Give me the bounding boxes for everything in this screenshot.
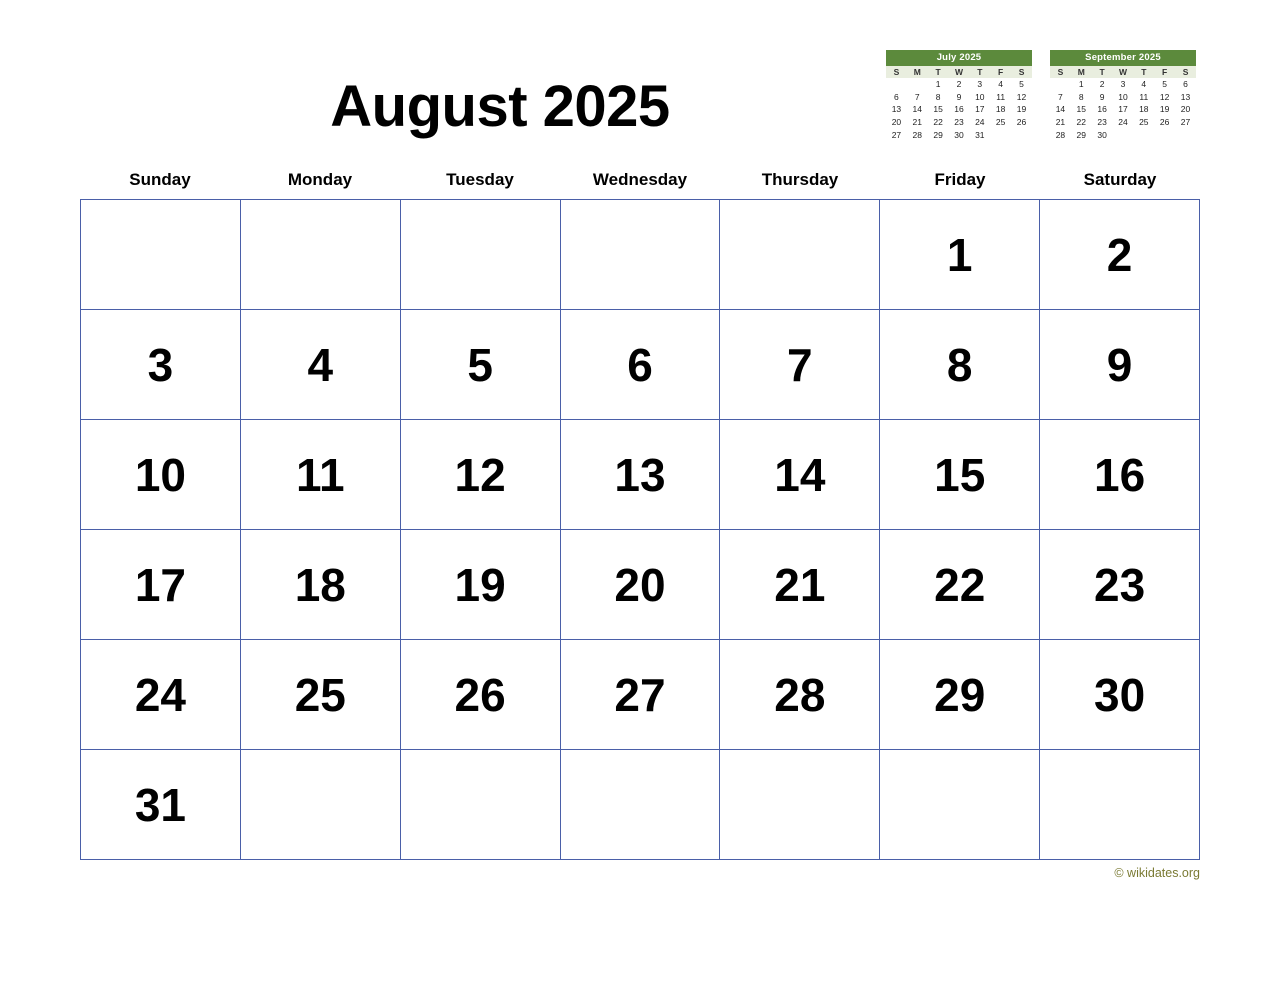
- mini-week-row: [1050, 129, 1196, 142]
- mini-day-cell: 20: [891, 117, 902, 128]
- day-number: 30: [1093, 668, 1146, 721]
- mini-day-cell: 1: [1078, 79, 1084, 90]
- day-cell[interactable]: [1040, 420, 1200, 530]
- mini-weekday-initial: T: [928, 66, 949, 79]
- mini-day-cell: 19: [1159, 104, 1170, 115]
- mini-day-cell: 22: [933, 117, 943, 128]
- credit-link[interactable]: © wikidates.org: [1114, 866, 1200, 880]
- day-cell[interactable]: [561, 310, 721, 420]
- day-cell-empty: [81, 200, 241, 310]
- mini-week-row: [1050, 78, 1196, 91]
- mini-day-cell: 26: [1159, 117, 1170, 128]
- day-cell[interactable]: [241, 640, 401, 750]
- mini-day-cell: 12: [1016, 91, 1027, 102]
- day-number: 18: [294, 558, 346, 611]
- day-cell[interactable]: [880, 310, 1040, 420]
- mini-day-cell: 25: [1139, 117, 1149, 128]
- mini-day-cell: 11: [1139, 91, 1149, 102]
- mini-week-row: [886, 116, 1032, 129]
- mini-day-cell: 21: [912, 117, 922, 128]
- mini-calendar-title: September 2025: [1050, 50, 1196, 66]
- weekday-header-wednesday: Wednesday: [592, 170, 688, 189]
- day-cell[interactable]: [561, 420, 721, 530]
- mini-calendars: [886, 50, 1196, 141]
- weekday-header-tuesday: Tuesday: [446, 170, 514, 189]
- day-number: 29: [934, 668, 986, 721]
- mini-day-cell: [886, 78, 907, 91]
- mini-day-cell: 7: [1058, 91, 1063, 102]
- day-number: 17: [134, 558, 186, 611]
- mini-calendar: [1050, 50, 1196, 141]
- mini-calendar: [886, 50, 1032, 141]
- mini-day-cell: 8: [935, 91, 941, 102]
- mini-day-cell: 30: [1097, 129, 1107, 140]
- mini-day-cell: 9: [956, 91, 962, 102]
- mini-calendar-title: July 2025: [886, 50, 1032, 66]
- mini-day-cell: 10: [1118, 91, 1128, 102]
- mini-day-cell: 15: [1076, 104, 1086, 115]
- mini-day-cell: 1: [935, 79, 941, 90]
- calendar-header: [0, 0, 1280, 170]
- mini-day-cell: 24: [975, 117, 985, 128]
- day-cell-empty: [1040, 750, 1200, 860]
- mini-day-cell: [1175, 129, 1196, 142]
- mini-weekday-initial: W: [949, 66, 970, 79]
- day-number: 3: [147, 338, 174, 391]
- day-number: 12: [454, 448, 506, 501]
- day-cell[interactable]: [401, 420, 561, 530]
- mini-weekday-initial: M: [907, 66, 928, 79]
- day-number: 22: [934, 558, 986, 611]
- day-number: 20: [614, 558, 666, 611]
- day-cell[interactable]: [241, 310, 401, 420]
- mini-day-cell: 25: [995, 117, 1006, 128]
- day-number: 1: [946, 228, 973, 281]
- day-number: 27: [614, 668, 666, 721]
- mini-day-cell: 3: [1120, 79, 1126, 90]
- mini-week-row: [886, 129, 1032, 142]
- mini-day-cell: 2: [1099, 79, 1105, 90]
- mini-day-cell: 14: [912, 104, 922, 115]
- mini-weekday-initial: W: [1113, 66, 1134, 79]
- day-number: 28: [774, 668, 826, 721]
- day-number: 21: [774, 558, 826, 611]
- day-cell-empty: [880, 750, 1040, 860]
- day-number: 25: [294, 668, 346, 721]
- day-cell-empty: [401, 750, 561, 860]
- weekday-header-saturday: Saturday: [1083, 170, 1157, 189]
- mini-day-cell: 13: [891, 104, 902, 115]
- day-cell[interactable]: [81, 310, 241, 420]
- mini-day-cell: 13: [1180, 91, 1191, 102]
- day-number: 4: [307, 338, 334, 391]
- day-cell[interactable]: [720, 420, 880, 530]
- day-cell[interactable]: [401, 530, 561, 640]
- mini-day-cell: [1050, 78, 1071, 91]
- weekday-header-row: [80, 170, 1200, 199]
- day-cell[interactable]: [401, 640, 561, 750]
- mini-day-cell: 23: [954, 117, 964, 128]
- mini-day-cell: 16: [954, 104, 964, 115]
- mini-day-cell: 16: [1097, 104, 1107, 115]
- day-cell[interactable]: [880, 640, 1040, 750]
- mini-day-cell: 9: [1099, 91, 1105, 102]
- day-cell[interactable]: [1040, 530, 1200, 640]
- day-cell[interactable]: [1040, 640, 1200, 750]
- day-cell[interactable]: [720, 530, 880, 640]
- mini-day-cell: 10: [975, 91, 985, 102]
- mini-day-cell: 4: [998, 79, 1003, 90]
- day-cell-empty: [241, 200, 401, 310]
- mini-week-row: [886, 78, 1032, 91]
- day-number: 9: [1106, 338, 1133, 391]
- mini-day-cell: [1011, 129, 1032, 142]
- mini-day-cell: 3: [977, 79, 983, 90]
- day-number: 23: [1093, 558, 1146, 611]
- day-cell[interactable]: [81, 640, 241, 750]
- weekday-header-sunday: Sunday: [129, 170, 191, 189]
- mini-weekday-initial: T: [1133, 66, 1154, 79]
- day-cell[interactable]: [720, 640, 880, 750]
- day-cell[interactable]: [720, 310, 880, 420]
- mini-day-cell: [990, 129, 1011, 142]
- day-number: 10: [134, 448, 186, 501]
- mini-day-cell: 22: [1076, 117, 1086, 128]
- mini-week-row: [886, 103, 1032, 116]
- day-cell-empty: [561, 200, 721, 310]
- day-cell[interactable]: [561, 530, 721, 640]
- day-number: 16: [1093, 448, 1146, 501]
- day-cell-empty: [561, 750, 721, 860]
- day-cell[interactable]: [241, 420, 401, 530]
- day-cell-empty: [401, 200, 561, 310]
- day-number: 2: [1106, 228, 1133, 281]
- mini-day-cell: 2: [956, 79, 962, 90]
- mini-weekday-initial: S: [1175, 66, 1196, 79]
- mini-weekday-initial: F: [1154, 66, 1175, 79]
- mini-weekday-initial: S: [1050, 66, 1071, 79]
- weekday-header-thursday: Thursday: [761, 170, 839, 189]
- mini-weekday-initial: T: [1092, 66, 1113, 79]
- mini-weekday-initial: F: [990, 66, 1011, 79]
- day-cell[interactable]: [880, 200, 1040, 310]
- day-number: 5: [467, 338, 493, 391]
- mini-week-row: [886, 91, 1032, 104]
- mini-weekday-initial: T: [969, 66, 990, 79]
- mini-day-cell: 28: [912, 129, 922, 140]
- mini-day-cell: 29: [933, 129, 943, 140]
- mini-week-row: [1050, 91, 1196, 104]
- day-cell[interactable]: [880, 420, 1040, 530]
- day-cell[interactable]: [81, 750, 241, 860]
- mini-weekday-initial: S: [1011, 66, 1032, 79]
- mini-day-cell: 18: [1139, 104, 1149, 115]
- day-number: 14: [774, 448, 826, 501]
- day-number: 26: [454, 668, 506, 721]
- day-cell-empty: [241, 750, 401, 860]
- day-number: 31: [134, 778, 186, 831]
- day-number: 7: [787, 338, 813, 391]
- mini-day-cell: 15: [933, 104, 943, 115]
- day-number: 8: [946, 338, 973, 391]
- day-cell[interactable]: [241, 530, 401, 640]
- footer: [80, 866, 1200, 880]
- mini-day-cell: 14: [1055, 104, 1066, 115]
- mini-weekday-initial: M: [1071, 66, 1092, 79]
- day-number: 6: [627, 338, 653, 391]
- mini-day-cell: 19: [1016, 104, 1027, 115]
- mini-day-cell: 29: [1076, 129, 1086, 140]
- day-cell[interactable]: [81, 530, 241, 640]
- mini-day-cell: 28: [1055, 129, 1066, 140]
- day-number: 19: [454, 558, 506, 611]
- mini-day-cell: [907, 78, 928, 91]
- day-number: 11: [295, 448, 345, 501]
- day-cell-empty: [720, 200, 880, 310]
- mini-day-cell: 31: [975, 129, 985, 140]
- mini-day-cell: 6: [1183, 79, 1188, 90]
- mini-day-cell: 17: [975, 104, 985, 115]
- mini-day-cell: 5: [1162, 79, 1167, 90]
- mini-day-cell: [1154, 129, 1175, 142]
- mini-day-cell: 26: [1016, 117, 1027, 128]
- mini-day-cell: 27: [891, 129, 902, 140]
- mini-day-cell: 18: [995, 104, 1006, 115]
- mini-day-cell: 30: [954, 129, 964, 140]
- mini-day-cell: [1133, 129, 1154, 142]
- page-title: August 2025: [330, 74, 670, 139]
- weekday-header-friday: Friday: [934, 170, 986, 189]
- day-cell[interactable]: [561, 640, 721, 750]
- day-number: 13: [614, 448, 666, 501]
- mini-day-cell: 6: [894, 91, 899, 102]
- mini-day-cell: [1113, 129, 1134, 142]
- mini-day-cell: 21: [1055, 117, 1066, 128]
- mini-day-cell: 5: [1019, 79, 1024, 90]
- mini-day-cell: 8: [1078, 91, 1084, 102]
- mini-week-row: [1050, 103, 1196, 116]
- day-cell[interactable]: [1040, 310, 1200, 420]
- mini-day-cell: 20: [1180, 104, 1191, 115]
- day-cell[interactable]: [81, 420, 241, 530]
- day-number: 24: [134, 668, 186, 721]
- mini-day-cell: 11: [996, 91, 1006, 102]
- day-cell-empty: [720, 750, 880, 860]
- mini-week-row: [1050, 116, 1196, 129]
- mini-day-cell: 12: [1159, 91, 1170, 102]
- mini-day-cell: 27: [1180, 117, 1191, 128]
- weekday-header-monday: Monday: [287, 170, 353, 189]
- mini-day-cell: 23: [1097, 117, 1107, 128]
- day-cell[interactable]: [1040, 200, 1200, 310]
- day-cell[interactable]: [401, 310, 561, 420]
- day-cell[interactable]: [880, 530, 1040, 640]
- mini-day-cell: 4: [1141, 79, 1147, 90]
- mini-day-cell: 24: [1118, 117, 1128, 128]
- calendar-grid: [80, 199, 1200, 860]
- mini-day-cell: 7: [914, 91, 920, 102]
- mini-day-cell: 17: [1118, 104, 1128, 115]
- mini-weekday-initial: S: [886, 66, 907, 79]
- day-number: 15: [934, 448, 986, 501]
